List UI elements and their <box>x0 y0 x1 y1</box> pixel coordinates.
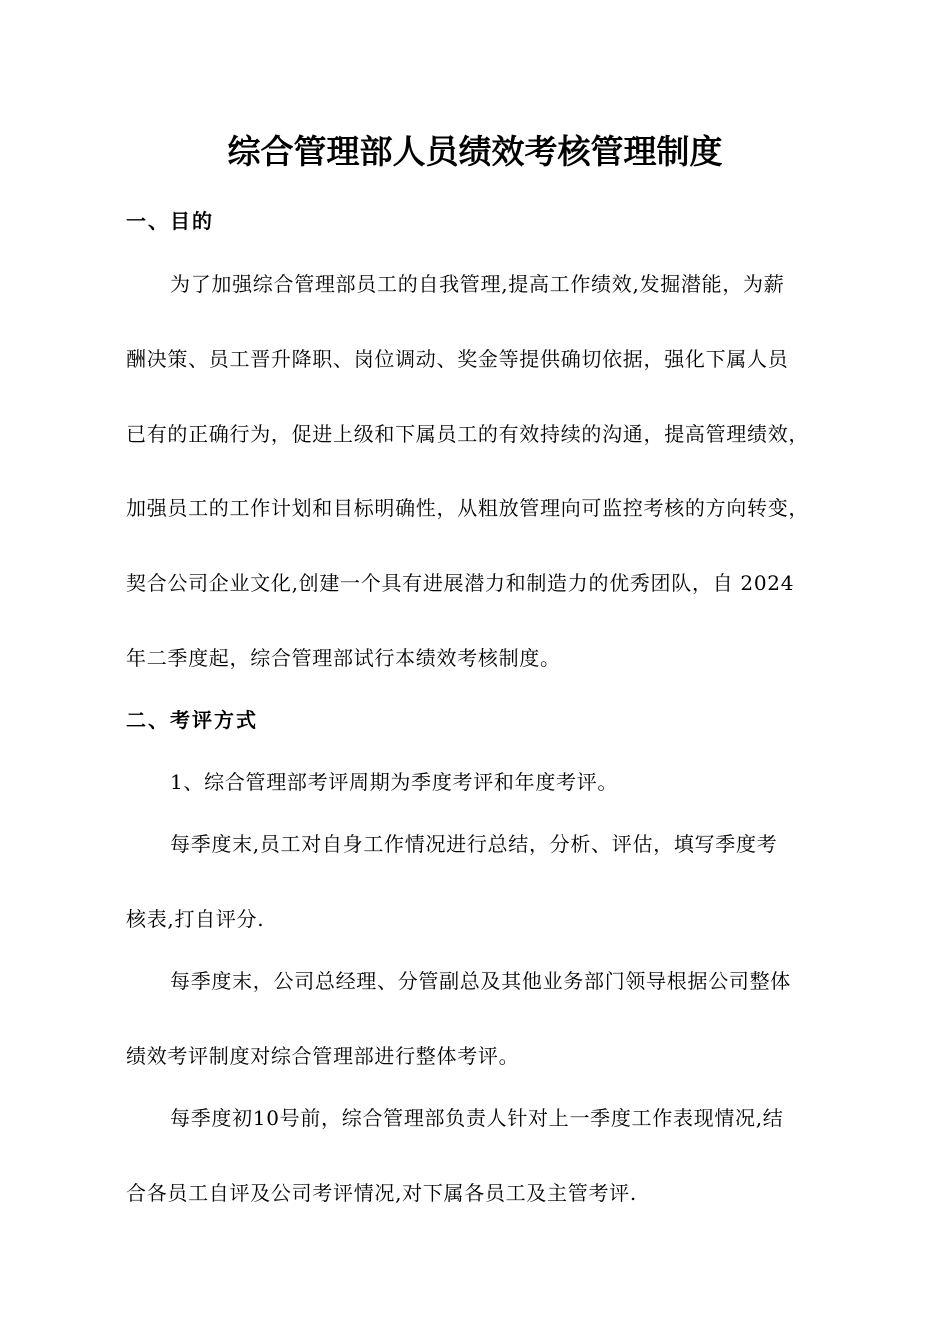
document-title: 综合管理部人员绩效考核管理制度 <box>227 132 723 171</box>
paragraph-line: 年二季度起，综合管理部试行本绩效考核制度。 <box>126 646 561 670</box>
paragraph-line: 每季度末,员工对自身工作情况进行总结，分析、评估，填写季度考 <box>170 832 778 856</box>
paragraph-line: 每季度初10号前，综合管理部负责人针对上一季度工作表现情况,结 <box>170 1106 784 1130</box>
paragraph-line: 绩效考评制度对综合管理部进行整体考评。 <box>126 1044 520 1068</box>
paragraph-line: 核表,打自评分. <box>126 907 265 931</box>
section-heading-method: 二、考评方式 <box>126 708 258 732</box>
paragraph-line: 合各员工自评及公司考评情况,对下属各员工及主管考评. <box>126 1181 637 1205</box>
paragraph-line: 1、综合管理部考评周期为季度考评和年度考评。 <box>170 770 619 794</box>
paragraph-line: 契合公司企业文化,创建一个具有进展潜力和制造力的优秀团队，自 2024 <box>126 571 795 595</box>
section-heading-purpose: 一、目的 <box>126 209 214 233</box>
paragraph-line: 为了加强综合管理部员工的自我管理,提高工作绩效,发掘潜能，为薪 <box>170 272 785 296</box>
paragraph-line: 加强员工的工作计划和目标明确性，从粗放管理向可监控考核的方向转变， <box>126 496 810 520</box>
paragraph-line: 已有的正确行为，促进上级和下属员工的有效持续的沟通，提高管理绩效， <box>126 422 810 446</box>
paragraph-line: 酬决策、员工晋升降职、岗位调动、奖金等提供确切依据，强化下属人员 <box>126 347 789 371</box>
paragraph-line: 每季度末，公司总经理、分管副总及其他业务部门领导根据公司整体 <box>170 969 791 993</box>
